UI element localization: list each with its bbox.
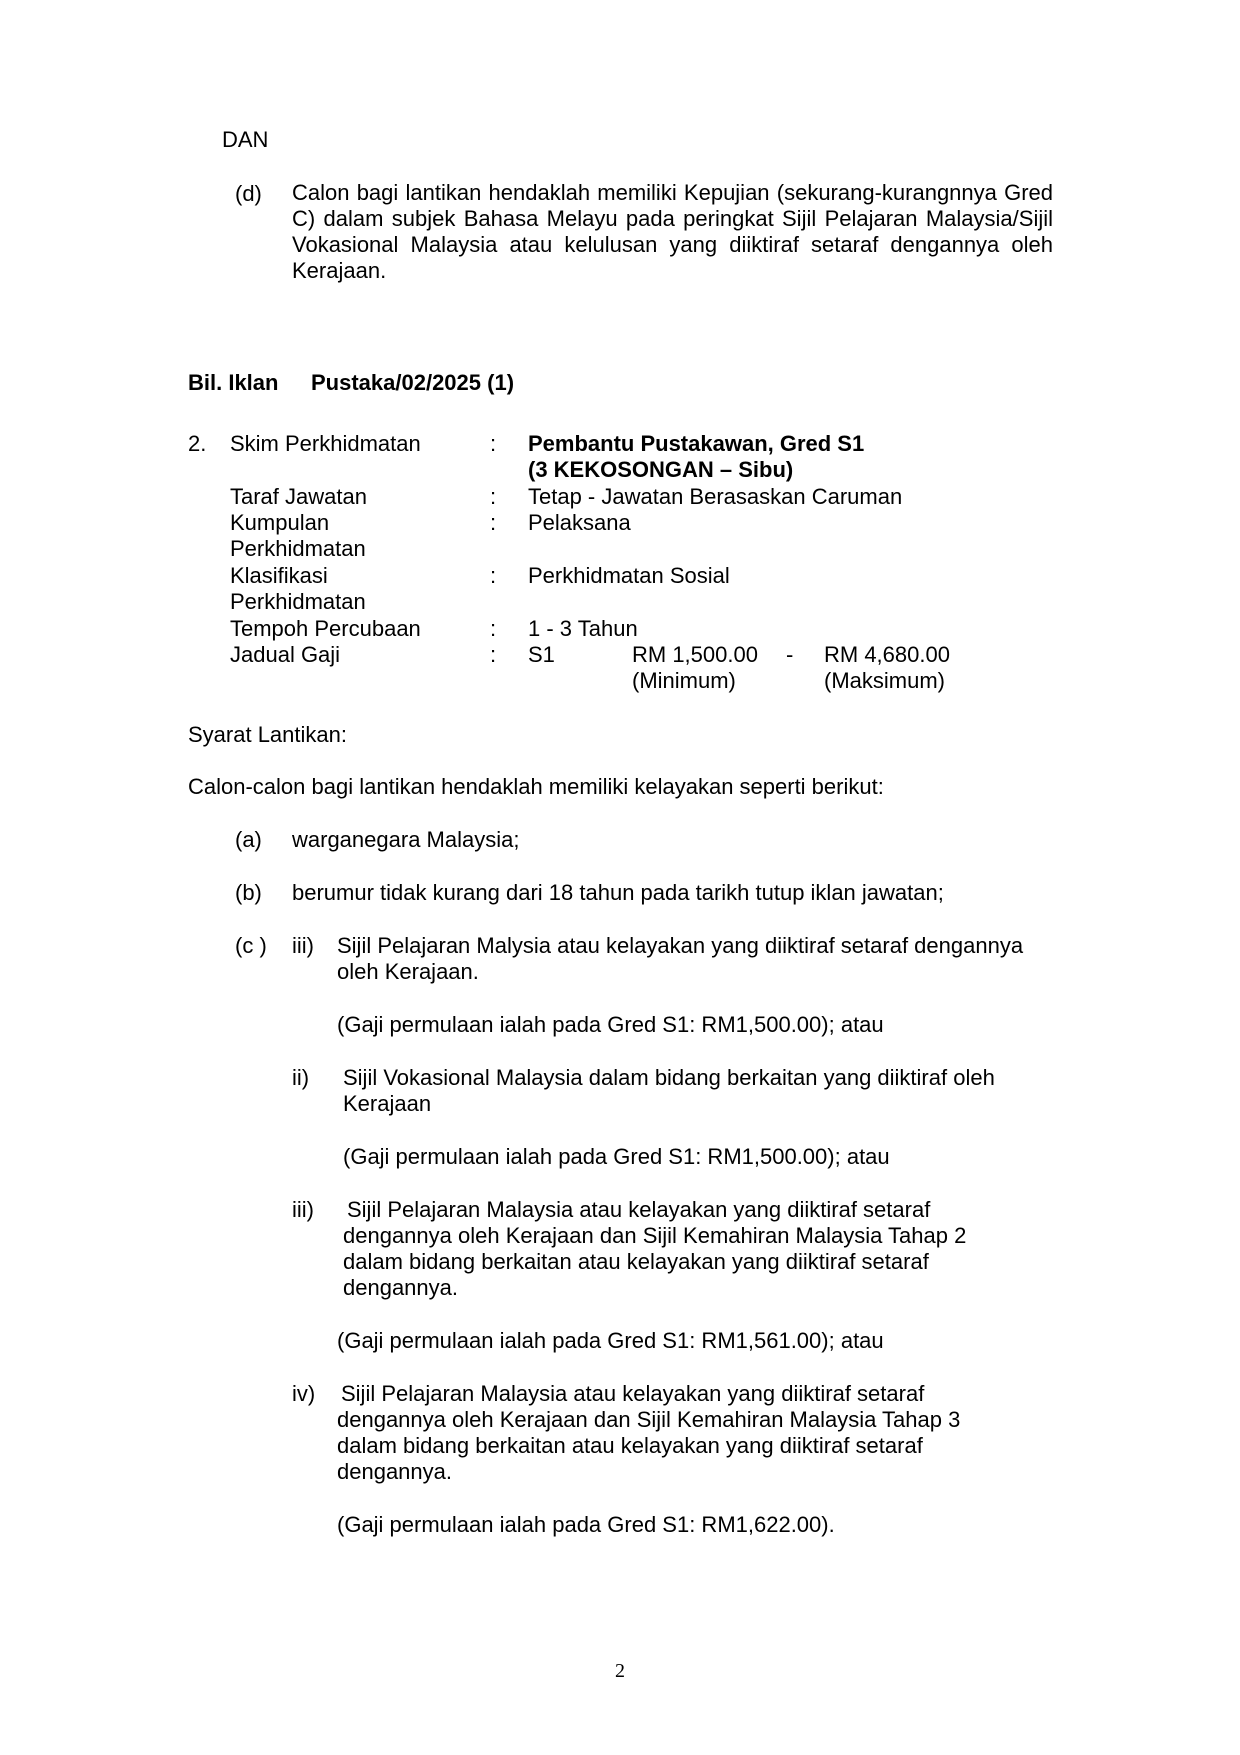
taraf-value: Tetap - Jawatan Berasaskan Caruman [528, 484, 903, 509]
item-c3-marker: iii) [292, 1197, 314, 1222]
gaji-max: RM 4,680.00 [824, 642, 950, 667]
kumpulan-label: Kumpulan [230, 510, 330, 535]
skim-label: Skim Perkhidmatan [230, 431, 421, 456]
gaji-max-note: (Maksimum) [824, 668, 945, 693]
item-c-marker: (c ) [235, 933, 267, 958]
item-c4-salary: (Gaji permulaan ialah pada Gred S1: RM1,622.00). [337, 1512, 835, 1537]
klasifikasi-colon: : [490, 563, 497, 588]
klasifikasi-label-cont: Perkhidmatan [230, 589, 366, 614]
item-a-text: warganegara Malaysia; [292, 827, 520, 852]
advert-ref: Pustaka/02/2025 (1) [311, 370, 515, 395]
taraf-colon: : [490, 484, 497, 509]
gaji-min-note: (Minimum) [632, 668, 736, 693]
item-b-marker: (b) [235, 880, 262, 905]
item-c3-salary: (Gaji permulaan ialah pada Gred S1: RM1,561.00); atau [337, 1328, 884, 1353]
klasifikasi-value: Perkhidmatan Sosial [528, 563, 730, 588]
gaji-dash: - [786, 642, 794, 667]
item-c3-line: dalam bidang berkaitan atau kelayakan yang diiktiraf setaraf [343, 1249, 929, 1274]
gaji-label: Jadual Gaji [230, 642, 341, 667]
item-c1-line: Sijil Pelajaran Malysia atau kelayakan yang diiktiraf setaraf dengannya [337, 933, 1024, 958]
item-c1-line: oleh Kerajaan. [337, 959, 479, 984]
tempoh-label: Tempoh Percubaan [230, 616, 421, 641]
requirements-heading: Syarat Lantikan: [188, 722, 347, 747]
item-c3-line: dengannya oleh Kerajaan dan Sijil Kemahiran Malaysia Tahap 2 [343, 1223, 967, 1248]
kumpulan-label-cont: Perkhidmatan [230, 536, 366, 561]
section-number: 2. [188, 431, 207, 456]
page-number: 2 [615, 1660, 625, 1682]
item-c2-line: Sijil Vokasional Malaysia dalam bidang berkaitan yang diiktiraf oleh [343, 1065, 995, 1090]
tempoh-colon: : [490, 616, 497, 641]
skim-vacancy: (3 KEKOSONGAN – Sibu) [528, 457, 794, 482]
gaji-colon: : [490, 642, 497, 667]
item-c3-line: dengannya. [343, 1275, 458, 1300]
clause-d-marker: (d) [235, 181, 262, 206]
item-c1-marker: iii) [292, 933, 314, 958]
item-c1-salary: (Gaji permulaan ialah pada Gred S1: RM1,500.00); atau [337, 1012, 884, 1037]
item-c4-line: Sijil Pelajaran Malaysia atau kelayakan yang diiktiraf setaraf [341, 1381, 925, 1406]
requirements-intro: Calon-calon bagi lantikan hendaklah memiliki kelayakan seperti berikut: [188, 774, 884, 799]
item-c3-line: Sijil Pelajaran Malaysia atau kelayakan yang diiktiraf setaraf [347, 1197, 931, 1222]
dan-label: DAN [222, 127, 269, 152]
item-c2-line: Kerajaan [343, 1091, 432, 1116]
clause-d-text: Calon bagi lantikan hendaklah memiliki Kepujian (sekurang-kurangnnya Gred C) dalam subjek Bahasa Melayu pada peringkat Sijil Pelajaran Malaysia/Sijil Vokasional Malaysia atau kelulusan yang diiktiraf setaraf dengannya oleh Kerajaan. [292, 180, 1053, 283]
klasifikasi-label: Klasifikasi [230, 563, 328, 588]
kumpulan-colon: : [490, 510, 497, 535]
advert-label: Bil. Iklan [188, 370, 279, 395]
item-b-text: berumur tidak kurang dari 18 tahun pada tarikh tutup iklan jawatan; [292, 880, 944, 905]
skim-colon: : [490, 431, 497, 456]
kumpulan-value: Pelaksana [528, 510, 631, 535]
item-c4-line: dengannya oleh Kerajaan dan Sijil Kemahiran Malaysia Tahap 3 [337, 1407, 961, 1432]
skim-value: Pembantu Pustakawan, Gred S1 [528, 431, 865, 456]
item-c4-line: dengannya. [337, 1459, 452, 1484]
taraf-label: Taraf Jawatan [230, 484, 367, 509]
item-a-marker: (a) [235, 827, 262, 852]
item-c4-marker: iv) [292, 1381, 316, 1406]
item-c2-salary: (Gaji permulaan ialah pada Gred S1: RM1,500.00); atau [343, 1144, 890, 1169]
tempoh-value: 1 - 3 Tahun [528, 616, 638, 641]
item-c4-line: dalam bidang berkaitan atau kelayakan yang diiktiraf setaraf [337, 1433, 923, 1458]
gaji-min: RM 1,500.00 [632, 642, 758, 667]
gaji-grade: S1 [528, 642, 555, 667]
item-c2-marker: ii) [292, 1065, 310, 1090]
